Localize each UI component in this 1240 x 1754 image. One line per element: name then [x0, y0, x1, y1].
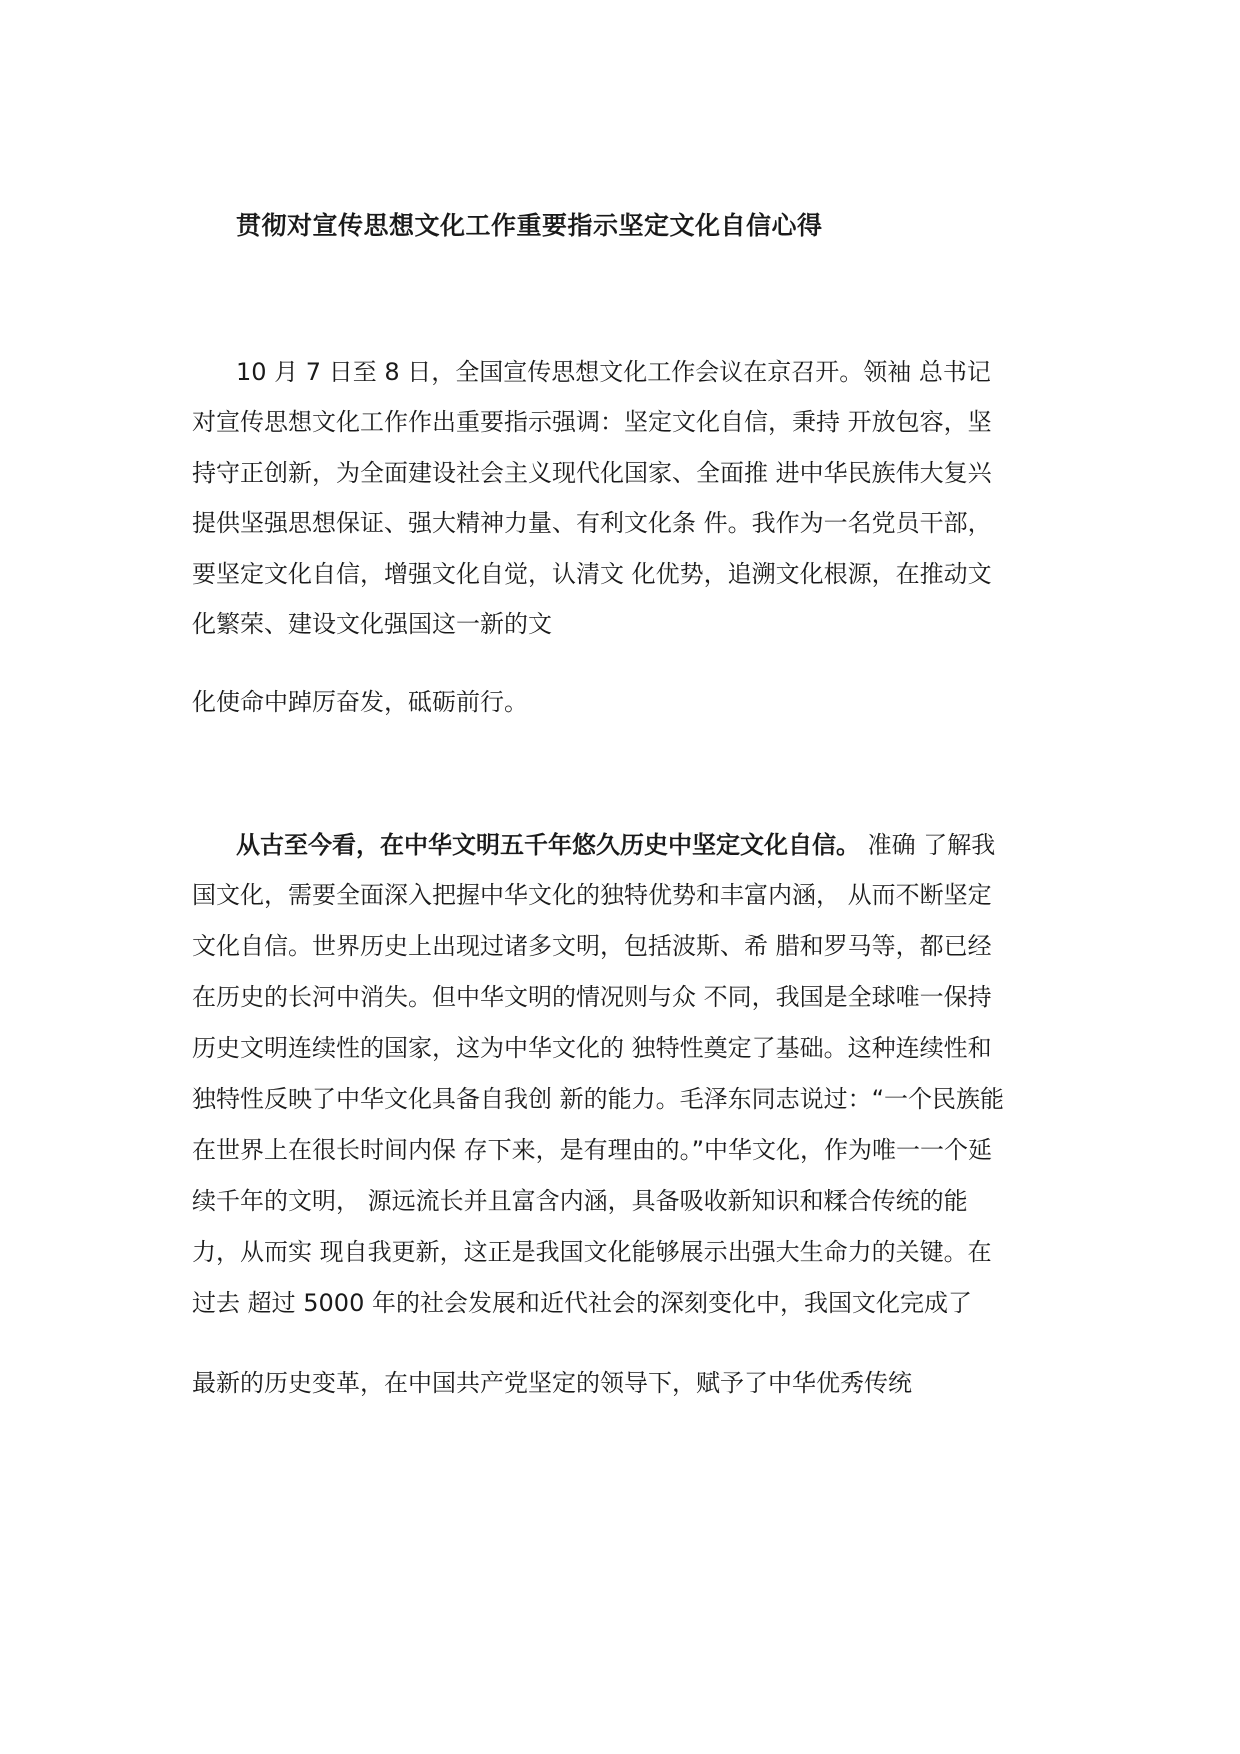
paragraph2-first-line [236, 828, 995, 862]
paragraph2-line-10: 过去 超过 5000 年的社会发展和近代社会的深刻变化中，我国文化完成了 [192, 1289, 972, 1317]
paragraph2-continuation: 最新的历史变革，在中国共产党坚定的领导下，赋予了中华优秀传统 [192, 1369, 912, 1397]
paragraph2-line-4: 在历史的长河中消失。但中华文明的情况则与众 不同，我国是全球唯一保持 [192, 983, 992, 1011]
paragraph1-line-3: 持守正创新，为全面建设社会主义现代化国家、全面推 进中华民族伟大复兴 [192, 459, 992, 487]
paragraph1-line-4: 提供坚强思想保证、强大精神力量、有利文化条 件。我作为一名党员干部， [192, 509, 992, 537]
paragraph2-lead-tail: 准确 了解我 [860, 831, 996, 859]
paragraph2-line-2: 国文化，需要全面深入把握中华文化的独特优势和丰富内涵， 从而不断坚定 [192, 881, 992, 909]
paragraph1-line-5: 要坚定文化自信，增强文化自觉，认清文 化优势，追溯文化根源，在推动文 [192, 560, 992, 588]
paragraph2-line-8: 续千年的文明， 源远流长并且富含内涵，具备吸收新知识和糅合传统的能 [192, 1187, 968, 1215]
paragraph2-line-3: 文化自信。世界历史上出现过诸多文明，包括波斯、希 腊和罗马等，都已经 [192, 932, 992, 960]
paragraph2-line-5: 历史文明连续性的国家，这为中华文化的 独特性奠定了基础。这种连续性和 [192, 1034, 992, 1062]
paragraph2-line-6: 独特性反映了中华文化具备自我创 新的能力。毛泽东同志说过：“一个民族能 [192, 1085, 1005, 1113]
paragraph1-continuation: 化使命中踔厉奋发，砥砺前行。 [192, 688, 528, 716]
paragraph2-line-7: 在世界上在很长时间内保 存下来，是有理由的。”中华文化，作为唯一一个延 [192, 1136, 993, 1164]
paragraph2-line-9: 力，从而实 现自我更新，这正是我国文化能够展示出强大生命力的关键。在 [192, 1238, 992, 1266]
paragraph1-line-2: 对宣传思想文化工作作出重要指示强调：坚定文化自信，秉持 开放包容，坚 [192, 408, 992, 436]
paragraph1-line-6: 化繁荣、建设文化强国这一新的文 [192, 610, 552, 638]
document-title: 贯彻对宣传思想文化工作重要指示坚定文化自信心得 [236, 211, 823, 240]
paragraph2-lead: 从古至今看，在中华文明五千年悠久历史中坚定文化自信。 [236, 831, 860, 859]
paragraph1-line-1: 10 月 7 日至 8 日，全国宣传思想文化工作会议在京召开。领袖 总书记 [236, 358, 991, 386]
